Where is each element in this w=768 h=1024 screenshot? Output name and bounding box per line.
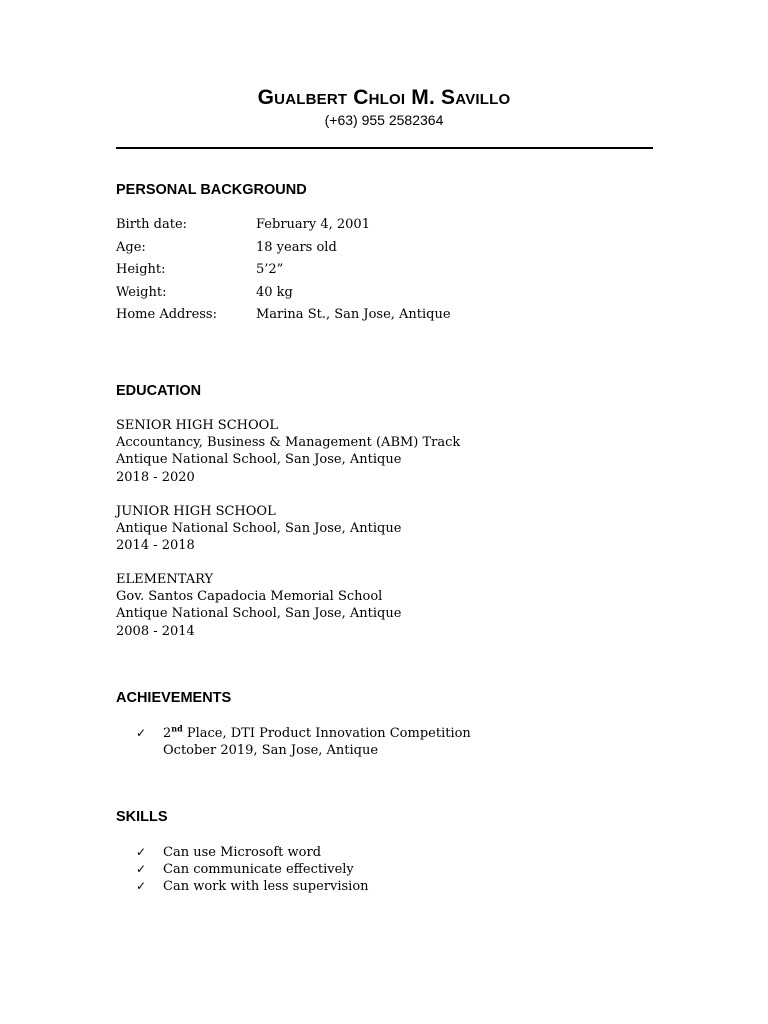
education-years: 2008 - 2014 [116,623,195,639]
achievement-title-text: Place, DTI Product Innovation Competition [182,726,471,741]
check-icon: ✓ [136,879,147,894]
info-row-weight [116,284,451,307]
education-level: JUNIOR HIGH SCHOOL [116,504,276,519]
skill-text: Can communicate effectively [163,862,354,878]
education-school: Antique National School, San Jose, Antique [116,521,402,537]
skill-item [136,844,369,861]
info-value: 5’2” [256,262,284,277]
education-school: Antique National School, San Jose, Antique [116,452,402,468]
education-school: Antique National School, San Jose, Antique [116,606,402,622]
phone-number: (+63) 955 2582364 [324,112,444,128]
education-level: SENIOR HIGH SCHOOL [116,418,278,433]
skill-text: Can use Microsoft word [163,845,322,860]
achievements-list [136,725,471,759]
info-value: 18 years old [256,239,337,255]
achievement-item [136,725,471,759]
achievement-detail: October 2019, San Jose, Antique [163,743,379,759]
check-icon: ✓ [136,862,147,877]
check-icon: ✓ [136,845,147,859]
header-divider [116,147,653,149]
education-years: 2014 - 2018 [116,538,195,554]
skills-list [136,844,369,896]
info-row-age [116,239,451,262]
skill-item [136,861,369,878]
info-label: Birth date: [116,217,188,232]
skills-heading: SKILLS [116,809,168,825]
education-heading: EDUCATION [116,383,202,399]
info-label: Home Address: [116,307,217,322]
personal-background-heading: PERSONAL BACKGROUND [116,182,307,198]
achievement-ordinal: 2 [163,726,172,741]
education-entry-senior-high [116,417,460,486]
education-school: Gov. Santos Capadocia Memorial School [116,589,383,605]
info-value: February 4, 2001 [256,217,370,232]
skill-text: Can work with less supervision [163,879,369,895]
education-detail: Accountancy, Business & Management (ABM) Track [116,435,461,451]
achievement-title [163,725,471,742]
info-label: Age: [116,239,146,255]
education-level: ELEMENTARY [116,572,214,587]
info-row-birth-date [116,216,451,239]
info-row-home-address [116,306,451,329]
info-value: 40 kg [256,284,293,300]
info-label: Height: [116,262,166,277]
check-icon: ✓ [136,726,147,740]
applicant-name: Gualbert Chloi M. Savillo [257,86,511,109]
education-years: 2018 - 2020 [116,469,195,485]
info-label: Weight: [116,284,167,300]
education-entry-junior-high [116,503,401,555]
education-entry-elementary [116,571,401,640]
skill-item [136,878,369,895]
info-row-height [116,261,451,284]
achievement-ordinal-suffix: nd [171,723,183,734]
personal-info-table [116,216,451,329]
info-value: Marina St., San Jose, Antique [256,307,451,322]
achievements-heading: ACHIEVEMENTS [116,690,232,706]
